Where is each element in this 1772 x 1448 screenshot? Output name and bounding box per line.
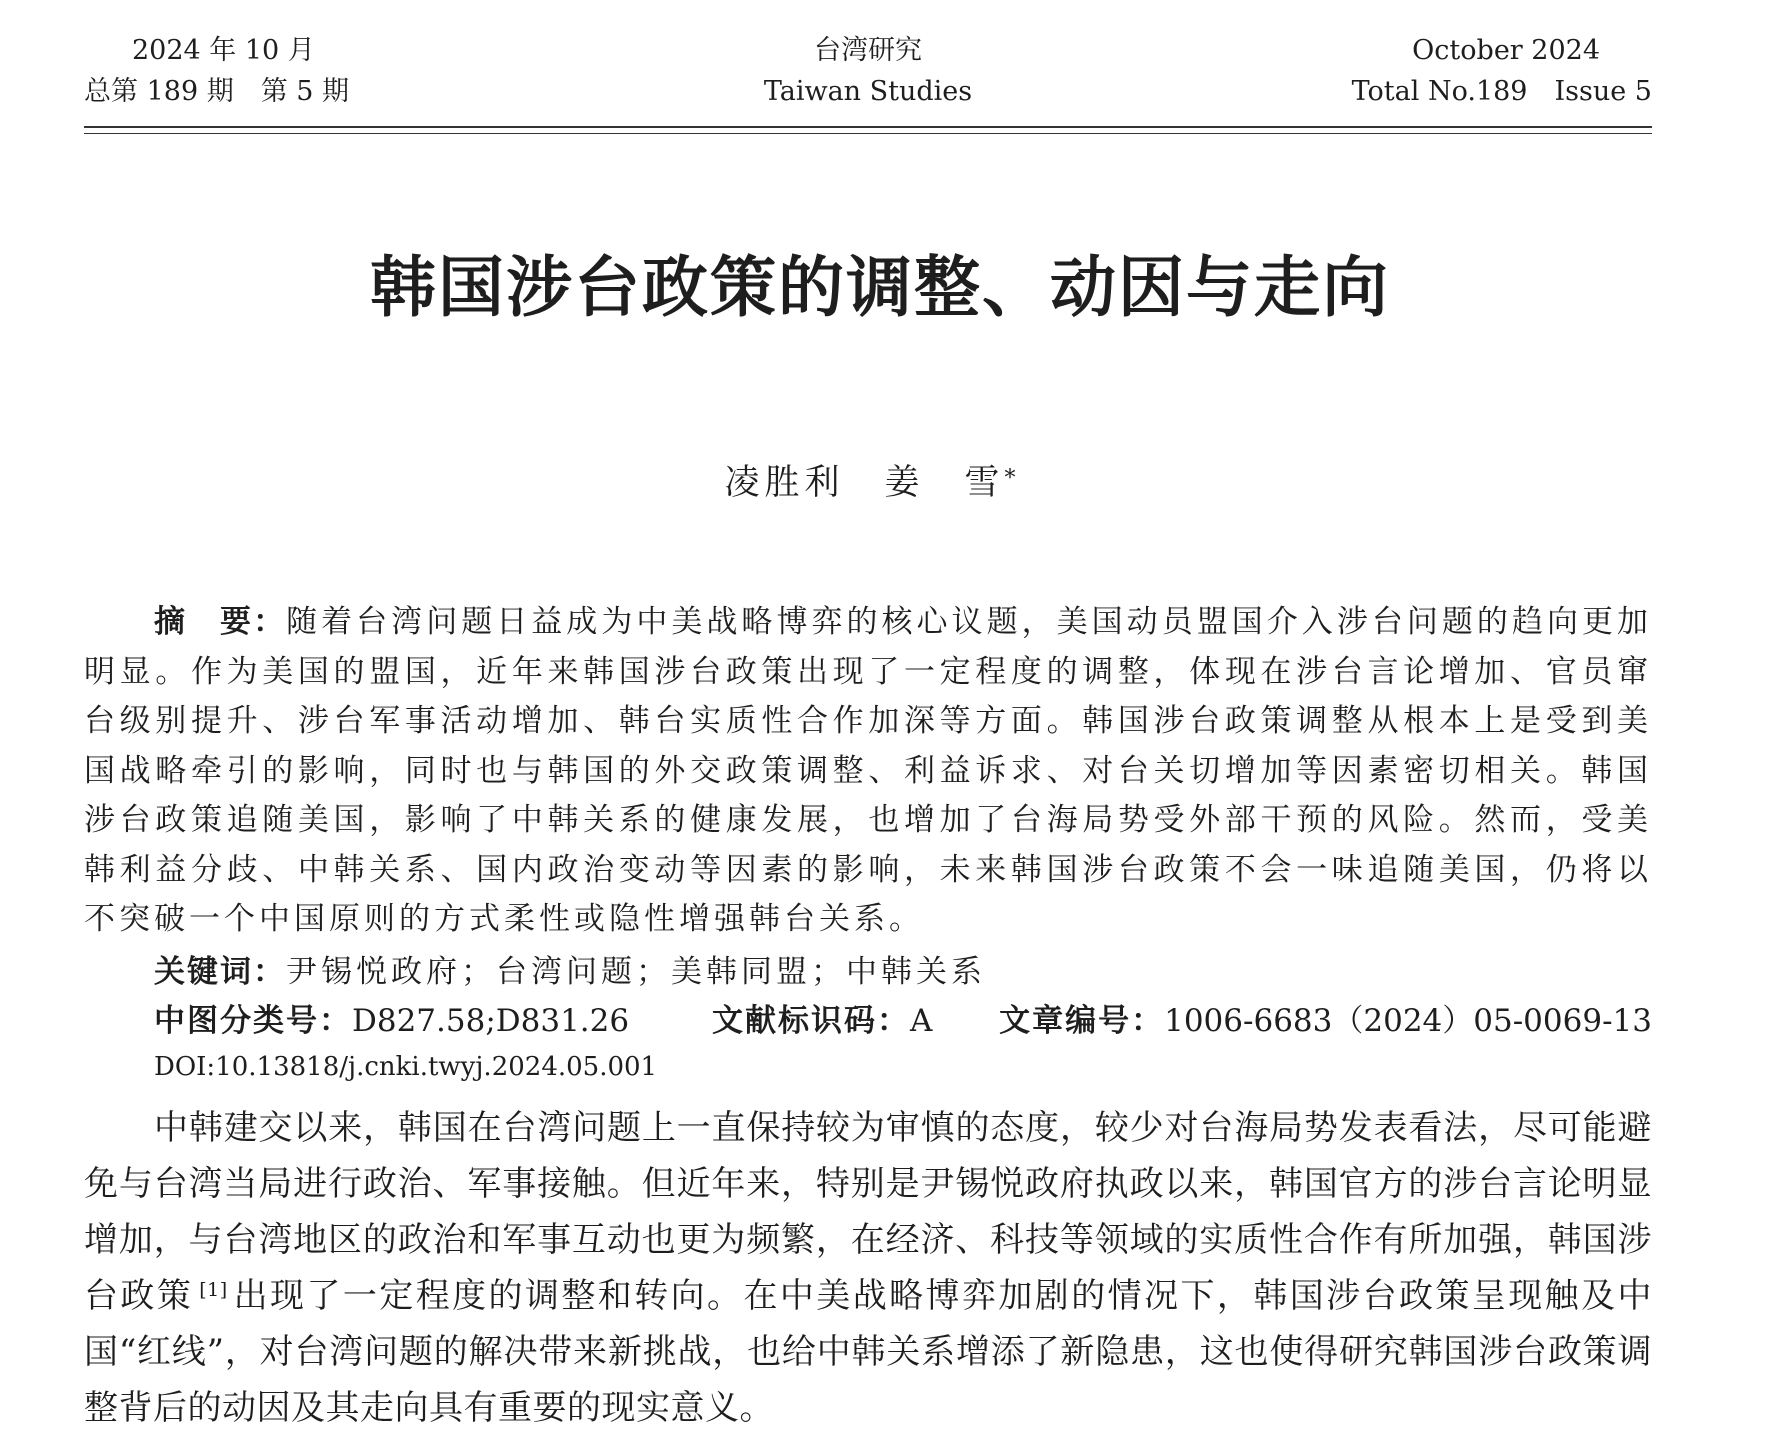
clc-number — [154, 996, 629, 1046]
footnote-reference[interactable]: [1] — [199, 1279, 228, 1301]
author-name: 凌胜利 — [724, 463, 845, 503]
article-number-label: 文章编号： — [999, 1003, 1165, 1039]
body-text-part: 中韩建交以来，韩国在台湾问题上一直保持较为审慎的态度，较少对台海局势发表看法，尽可能避免与台湾当局进行政治、军事接触。但近年来，特别是尹锡悦政府执政以来，韩国官方的涉台言论明显增加，与台湾地区的政治和军事互动也更为频繁，在经济、科技等领域的实质性合作有所加强，韩国涉台政策 — [84, 1108, 1652, 1316]
header-issue-number-en: Total No.189 Issue 5 — [1351, 76, 1652, 107]
body-text-part: 出现了一定程度的调整和转向。在中美战略博弈加剧的情况下，韩国涉台政策呈现触及中国“红线”，对台湾问题的解决带来新挑战，也给中韩关系增添了新隐患，这也使得研究韩国涉台政策调整背后的动因及其走向具有重要的现实意义。 — [84, 1276, 1653, 1428]
clc-value: D827.58;D831.26 — [352, 1003, 630, 1039]
header-date-en: October 2024 — [1412, 35, 1600, 66]
keywords — [154, 947, 1652, 997]
running-header — [84, 30, 1652, 108]
article-number — [999, 996, 1652, 1046]
doi[interactable]: DOI:10.13818/j.cnki.twyj.2024.05.001 — [154, 1052, 658, 1082]
classification-row — [154, 996, 1652, 1046]
header-rule-thin — [84, 133, 1652, 134]
document-code — [712, 996, 932, 1046]
body-paragraph — [84, 1100, 1652, 1436]
keywords-text: 尹锡悦政府；台湾问题；美韩同盟；中韩关系 — [286, 954, 986, 990]
abstract-label: 摘 要： — [154, 604, 287, 640]
keywords-label: 关键词： — [154, 954, 286, 990]
document-code-label: 文献标识码： — [712, 1003, 910, 1039]
author-name: 姜 雪 — [884, 463, 1005, 503]
header-date: 2024 年 10 月 — [132, 35, 315, 66]
article-title: 韩国涉台政策的调整、动因与走向 — [370, 249, 1390, 326]
abstract-text: 随着台湾问题日益成为中美战略博弈的核心议题，美国动员盟国介入涉台问题的趋向更加明显。作为美国的盟国，近年来韩国涉台政策出现了一定程度的调整，体现在涉台言论增加、官员窜台级别提升、涉台军事活动增加、韩台实质性合作加深等方面。韩国涉台政策调整从根本上是受到美国战略牵引的影响，同时也与韩国的外交政策调整、利益诉求、对台关切增加等因素密切相关。韩国涉台政策追随美国，影响了中韩关系的健康发展，也增加了台海局势受外部干预的风险。然而，受美韩利益分歧、中韩关系、国内政治变动等因素的影响，未来韩国涉台政策不会一味追随美国，仍将以不突破一个中国原则的方式柔性或隐性增强韩台关系。 — [84, 604, 1653, 937]
clc-label: 中图分类号： — [154, 1003, 352, 1039]
article-number-value: 1006-6683（2024）05-0069-13 — [1164, 1003, 1652, 1039]
header-journal-name-cn: 台湾研究 — [814, 35, 922, 66]
header-rule-thick — [84, 126, 1652, 128]
abstract — [84, 598, 1652, 945]
document-code-value: A — [910, 1003, 933, 1039]
author-line — [0, 458, 1756, 508]
header-issue-date-en — [1352, 30, 1652, 112]
header-issue-number: 总第 189 期 第 5 期 — [84, 76, 350, 107]
header-journal-name-en: Taiwan Studies — [763, 76, 973, 107]
author-footnote-marker: * — [1004, 466, 1016, 491]
